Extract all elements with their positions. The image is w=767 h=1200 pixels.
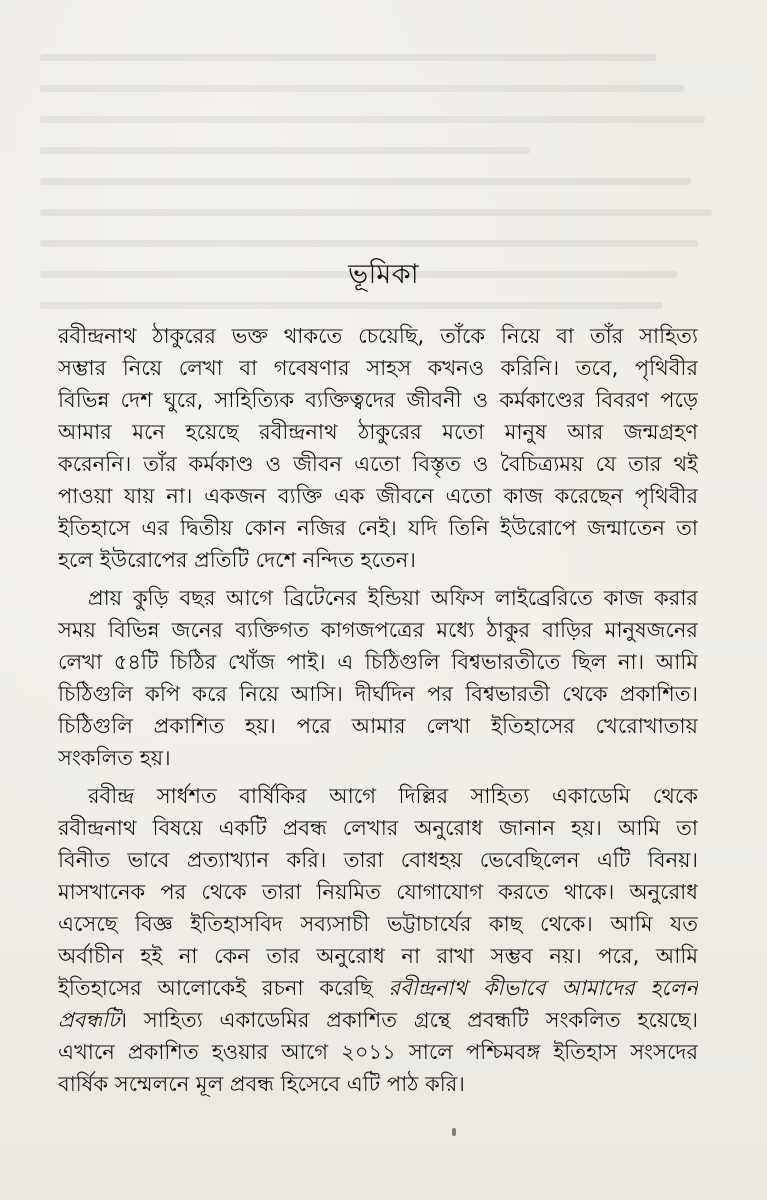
text-line: আমার মনে হয়েছে রবীন্দ্রনাথ ঠাকুরের মতো মানুষ আর জন্মগ্রহণ — [58, 420, 698, 444]
page-title: ভূমিকা — [347, 259, 420, 290]
text-line: ইতিহাসে এর দ্বিতীয় কোন নজির নেই। যদি তিনি ইউরোপে জন্মাতেন তা — [58, 516, 698, 540]
essay-title-end: প্রবন্ধটি — [58, 1008, 120, 1032]
text-line: চিঠিগুলি কপি করে নিয়ে আসি। দীর্ঘদিন পর বিশ্বভারতী থেকে প্রকাশিত। — [58, 682, 698, 706]
text-line: এখানে প্রকাশিত হওয়ার আগে ২০১১ সালে পশ্চিমবঙ্গ ইতিহাস সংসদের — [58, 1040, 698, 1064]
text-line: সময় বিভিন্ন জনের ব্যক্তিগত কাগজপত্রের মধ্যে ঠাকুর বাড়ির মানুষজনের — [58, 618, 698, 642]
text-line: করেননি। তাঁর কর্মকাণ্ড ও জীবন এতো বিস্তৃত ও বৈচিত্র্যময় যে তার থই — [58, 452, 698, 476]
essay-title: রবীন্দ্রনাথ কীভাবে আমাদের হলেন — [388, 976, 698, 1000]
ink-speck — [452, 1128, 456, 1136]
text-line: পাওয়া যায় না। একজন ব্যক্তি এক জীবনে এতো কাজ করেছেন পৃথিবীর — [58, 484, 698, 508]
text-segment: ইতিহাসের আলোকেই রচনা করেছি — [58, 976, 389, 1000]
text-line: লেখা ৫৪টি চিঠির খোঁজ পাই। এ চিঠিগুলি বিশ্বভারতীতে ছিল না। আমি — [58, 650, 698, 674]
text-segment: । সাহিত্য একাডেমির প্রকাশিত গ্রন্থে প্রবন্ধটি সংকলিত হয়েছে। — [119, 1008, 698, 1032]
text-line: চিঠিগুলি প্রকাশিত হয়। পরে আমার লেখা ইতিহাসের খেরোখাতায় — [58, 714, 698, 738]
text-line: সম্ভার নিয়ে লেখা বা গবেষণার সাহস কখনও করিনি। তবে, পৃথিবীর — [58, 356, 698, 380]
text-line: এসেছে বিজ্ঞ ইতিহাসবিদ সব্যসাচী ভট্টাচার্যের কাছ থেকে। আমি যত — [58, 912, 698, 936]
text-line: প্রায় কুড়ি বছর আগে ব্রিটেনের ইন্ডিয়া অফিস লাইব্রেরিতে কাজ করার — [88, 586, 698, 610]
body-text — [58, 320, 698, 1106]
text-line: বার্ষিক সম্মেলনে মূল প্রবন্ধ হিসেবে এটি পাঠ করি। — [58, 1072, 465, 1096]
text-line: হলে ইউরোপের প্রতিটি দেশে নন্দিত হতেন। — [58, 548, 416, 572]
text-line: রবীন্দ্রনাথ ঠাকুরের ভক্ত থাকতে চেয়েছি, তাঁকে নিয়ে বা তাঁর সাহিত্য — [58, 324, 698, 348]
text-line: সংকলিত হয়। — [58, 746, 171, 770]
text-line: বিভিন্ন দেশ ঘুরে, সাহিত্যিক ব্যক্তিত্বদের জীবনী ও কর্মকাণ্ডের বিবরণ পড়ে — [58, 388, 698, 412]
text-line — [58, 1004, 698, 1036]
paragraph-1 — [58, 320, 698, 576]
paragraph-3 — [58, 780, 698, 1100]
text-line: রবীন্দ্র সার্ধশত বার্ষিকির আগে দিল্লির সাহিত্য একাডেমি থেকে — [88, 784, 698, 808]
paragraph-2 — [58, 582, 698, 774]
text-line: মাসখানেক পর থেকে তারা নিয়মিত যোগাযোগ করতে থাকে। অনুরোধ — [58, 880, 698, 904]
text-line — [58, 972, 698, 1004]
text-line: বিনীত ভাবে প্রত্যাখ্যান করি। তারা বোধহয় ভেবেছিলেন এটি বিনয়। — [58, 848, 698, 872]
text-line: রবীন্দ্রনাথ বিষয়ে একটি প্রবন্ধ লেখার অনুরোধ জানান হয়। আমি তা — [58, 816, 698, 840]
text-line: অর্বাচীন হই না কেন তার অনুরোধ না রাখা সম্ভব নয়। পরে, আমি — [58, 944, 698, 968]
